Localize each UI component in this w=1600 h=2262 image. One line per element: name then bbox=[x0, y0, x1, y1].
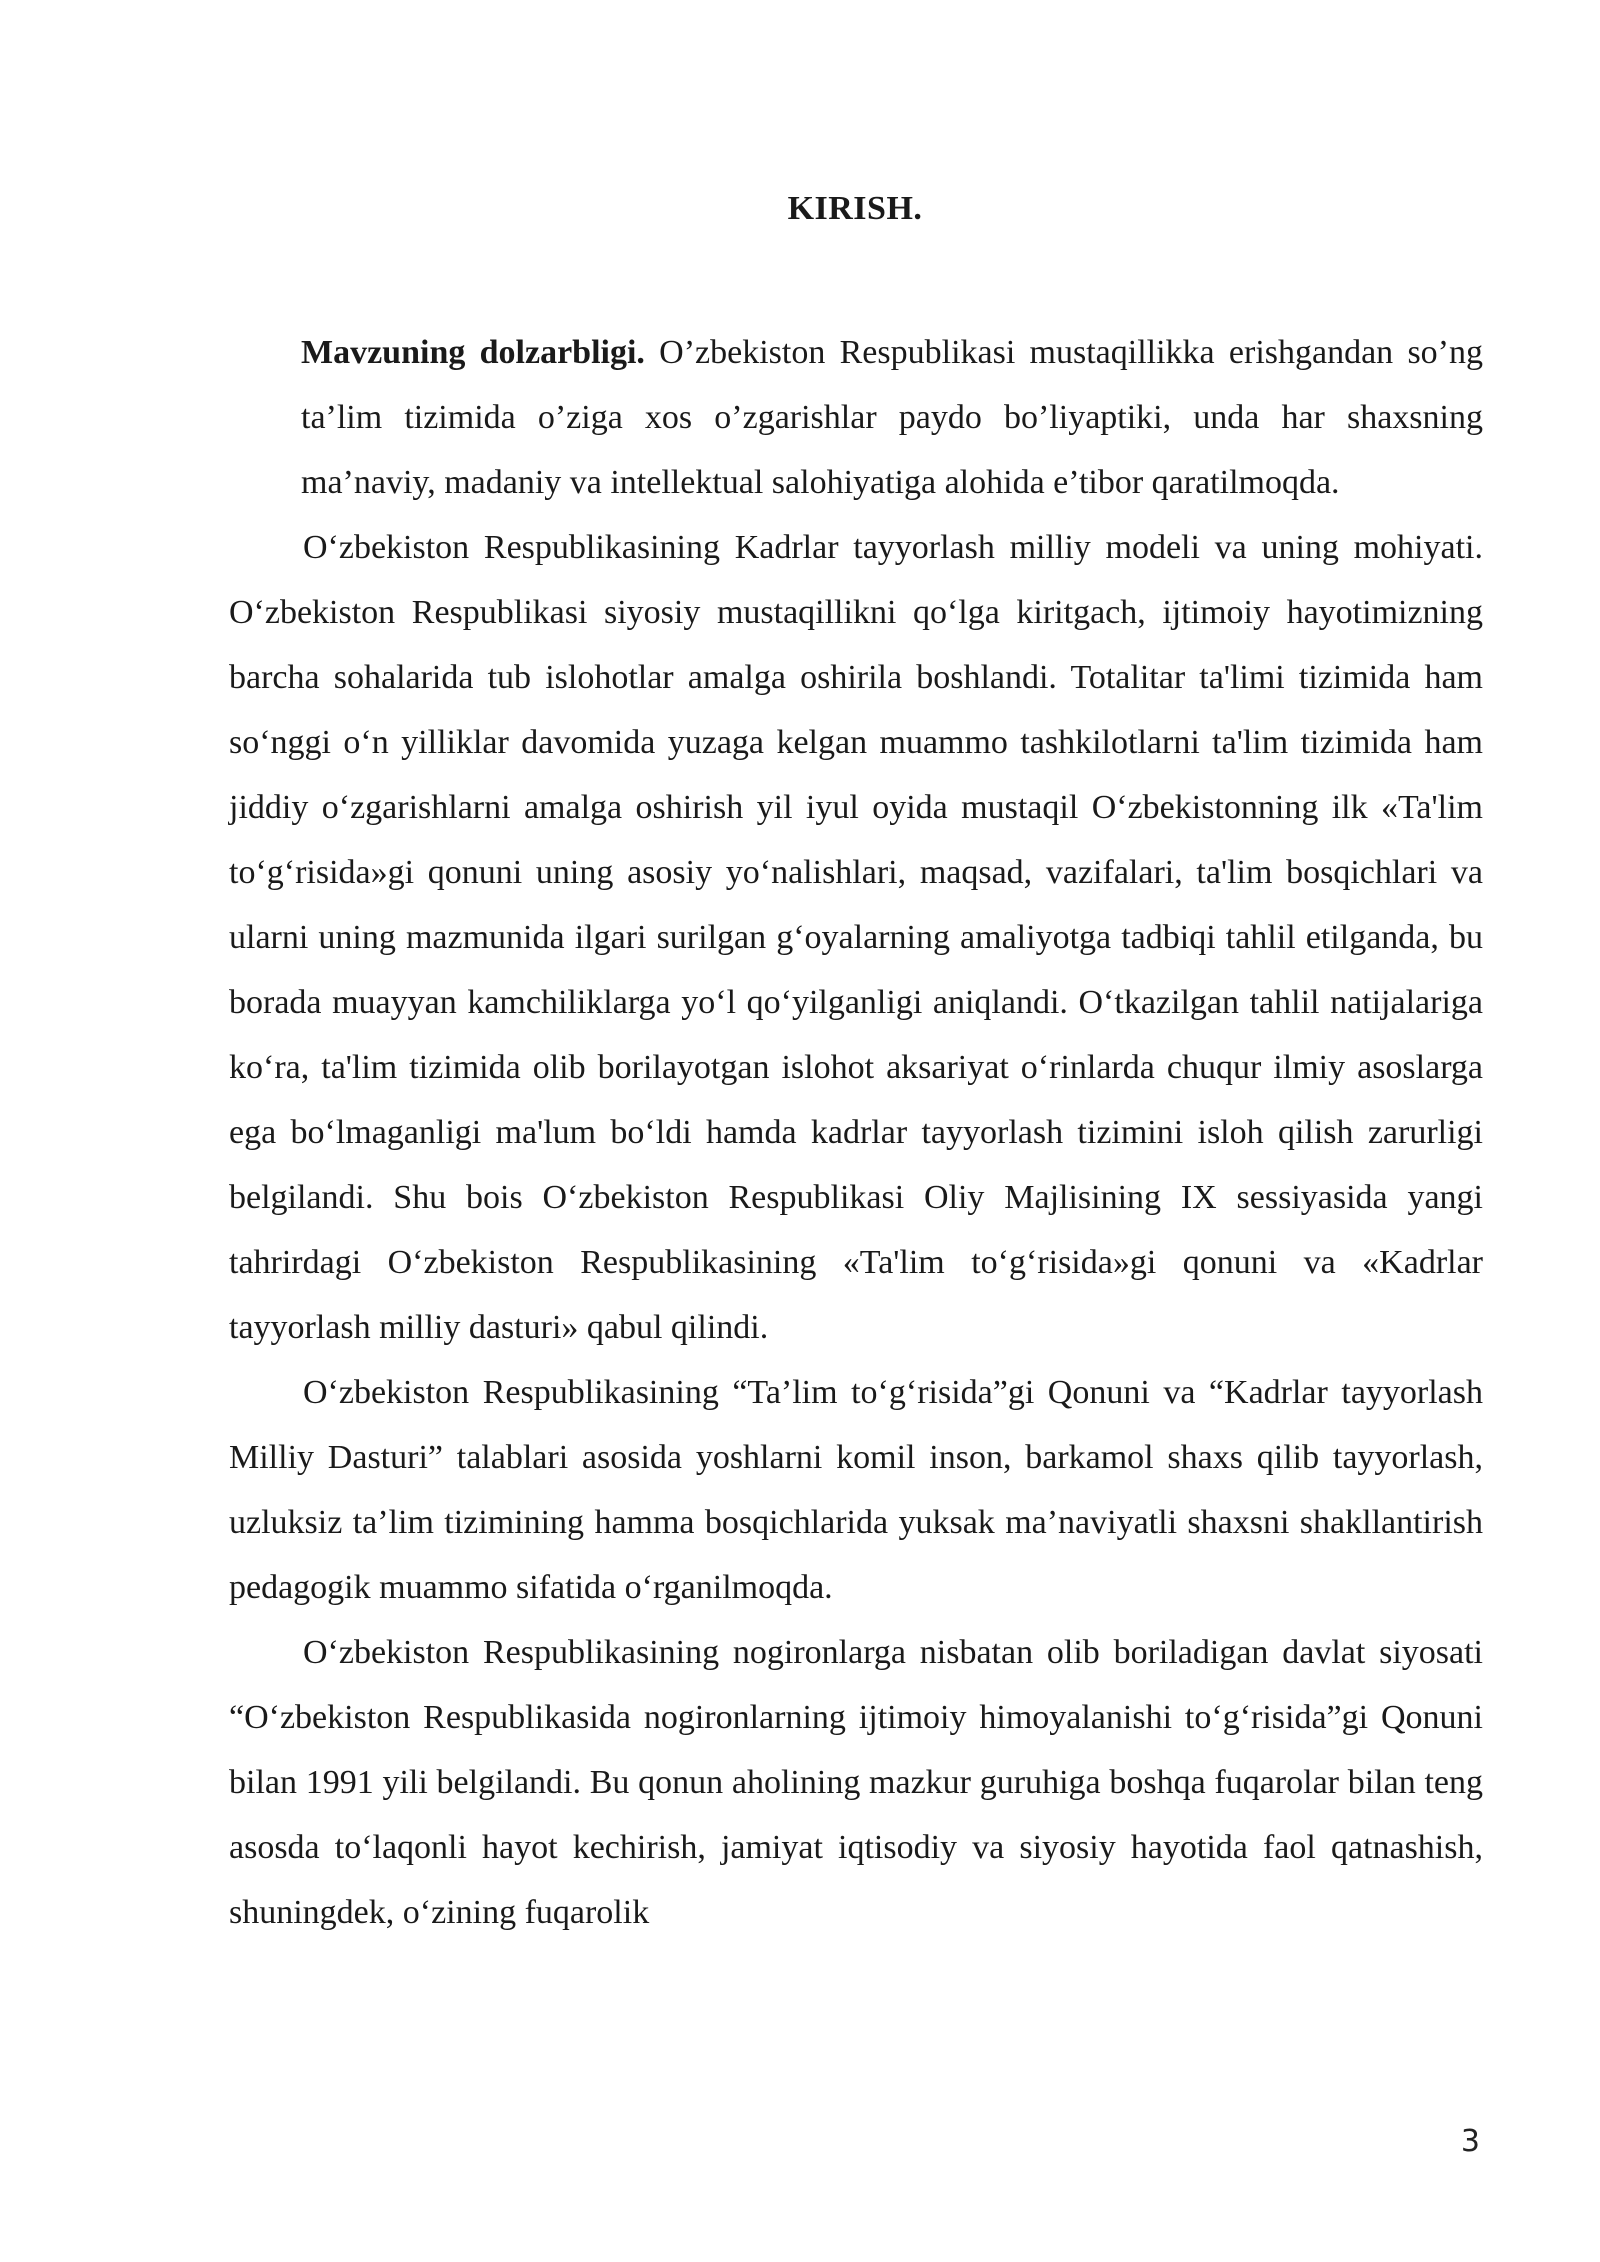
paragraph-3: O‘zbekiston Respublikasining “Ta’lim to‘g‘risida”gi Qonuni va “Kadrlar tayyorlash Milliy Dasturi” talablari asosida yoshlarni komil inson, barkamol shaxs qilib tayyorlash, uzluksiz ta’lim tizimining hamma bosqichlarida yuksak ma’naviyatli shaxsni shakllantirish pedagogik muammo sifatida o‘rganilmoqda. bbox=[229, 1374, 1483, 1606]
body-text bbox=[229, 320, 1483, 1945]
page-number: 3 bbox=[1460, 2124, 1480, 2159]
paragraph-2: O‘zbekiston Respublikasining Kadrlar tayyorlash milliy modeli va uning mohiyati. O‘zbekiston Respublikasi siyosiy mustaqillikni qo‘lga kiritgach, ijtimoiy hayotimizning barcha sohalarida tub islohotlar amalga oshirila boshlandi. Totalitar ta'limi tizimida ham so‘nggi o‘n yilliklar davomida yuzaga kelgan muammo tashkilotlarni ta'lim tizimida ham jiddiy o‘zgarishlarni amalga oshirish yil iyul oyida mustaqil O‘zbekistonning ilk «Ta'lim to‘g‘risida»gi qonuni uning asosiy yo‘nalishlari, maqsad, vazifalari, ta'lim bosqichlari va ularni uning mazmunida ilgari surilgan g‘oyalarning amaliyotga tadbiqi tahlil etilganda, bu borada muayyan kamchiliklarga yo‘l qo‘yilganligi aniqlandi. O‘tkazilgan tahlil natijalariga ko‘ra, ta'lim tizimida olib borilayotgan islohot aksariyat o‘rinlarda chuqur ilmiy asoslarga ega bo‘lmaganligi ma'lum bo‘ldi hamda kadrlar tayyorlash tizimini isloh qilish zarurligi belgilandi. Shu bois O‘zbekiston Respublikasi Oliy Majlisining IX sessiyasida yangi tahrirdagi O‘zbekiston Respublikasining «Ta'lim to‘g‘risida»gi qonuni va «Kadrlar tayyorlash milliy dasturi» qabul qilindi. bbox=[229, 529, 1483, 1346]
paragraph-4: O‘zbekiston Respublikasining nogironlarga nisbatan olib boriladigan davlat siyosati “O‘zbekiston Respublikasida nogironlarning ijtimoiy himoyalanishi to‘g‘risida”gi Qonuni bilan 1991 yili belgilandi. Bu qonun aholining mazkur guruhiga boshqa fuqarolar bilan teng asosda to‘laqonli hayot kechirish, jamiyat iqtisodiy va siyosiy hayotida faol qatnashish, shuningdek, o‘zining fuqarolik bbox=[229, 1634, 1483, 1931]
page-title: KIRISH. bbox=[787, 190, 923, 227]
paragraph-text: O’zbekiston Respublikasi mustaqillikka erishgandan so’ng ta’lim tizimida o’ziga xos o’zgarishlar paydo bo’liyaptiki, unda har shaxsning ma’naviy, madaniy va intellektual salohiyatiga alohida e’tibor qaratilmoqda. bbox=[301, 334, 1483, 501]
paragraph-1 bbox=[229, 320, 1483, 515]
paragraph-lead: Mavzuning dolzarbligi. bbox=[301, 334, 645, 371]
